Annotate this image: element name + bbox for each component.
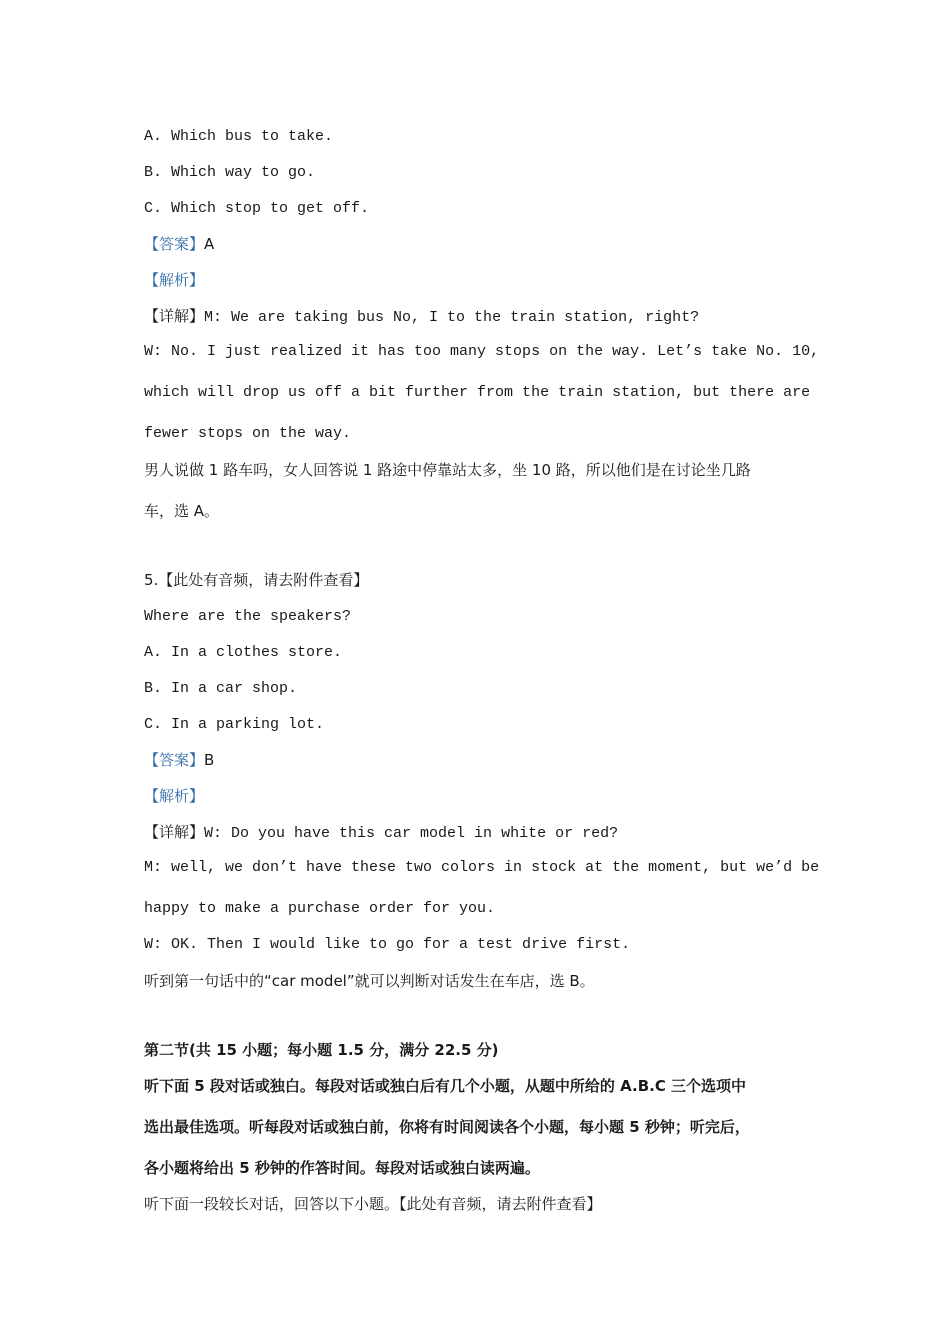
q5-option-b: B. In a car shop. [144, 680, 298, 697]
q5-transcript-line-3: W: OK. Then I would like to go for a test drive first. [144, 936, 631, 953]
transcript-text: M: We are taking bus No, I to the train station, right? [204, 309, 700, 326]
q5-transcript-line-1 [144, 822, 618, 844]
q5-answer-line [144, 750, 214, 770]
detail-tag: 【详解】 [144, 307, 205, 325]
section2-title: 第二节(共 15 小题；每小题 1.5 分，满分 22.5 分) [144, 1041, 499, 1059]
q5-option-c: C. In a parking lot. [144, 716, 325, 733]
q5-analysis-tag: 【解析】 [144, 787, 205, 805]
answer-tag: 【答案】 [144, 235, 205, 253]
q4-option-a: A. Which bus to take. [144, 128, 334, 145]
detail-tag: 【详解】 [144, 823, 205, 841]
q4-answer-line [144, 234, 214, 254]
answer-tag: 【答案】 [144, 751, 205, 769]
section2-prompt: 听下面一段较长对话，回答以下小题。【此处有音频，请去附件查看】 [144, 1195, 602, 1213]
q4-transcript-line-1 [144, 306, 699, 328]
q5-question: Where are the speakers? [144, 608, 352, 625]
section2-instruction-1: 听下面 5 段对话或独白。每段对话或独白后有几个小题，从题中所给的 A.B.C 三个选项中 [144, 1077, 747, 1095]
section2-instruction-2: 选出最佳选项。听每段对话或独白前，你将有时间阅读各个小题，每小题 5 秒钟；听完后， [144, 1118, 750, 1136]
section2-instruction-3: 各小题将给出 5 秒钟的作答时间。每段对话或独白读两遍。 [144, 1159, 540, 1177]
answer-value: B [204, 751, 215, 769]
q5-header: 5.【此处有音频，请去附件查看】 [144, 571, 369, 589]
q4-transcript-line-2b: which will drop us off a bit further from the train station, but there are [144, 384, 811, 401]
q4-option-b: B. Which way to go. [144, 164, 316, 181]
q5-transcript-line-2b: happy to make a purchase order for you. [144, 900, 496, 917]
q5-transcript-line-2a: M: well, we don’t have these two colors in stock at the moment, but we’d be [144, 859, 820, 876]
q4-explain-line-1: 男人说做 1 路车吗，女人回答说 1 路途中停靠站太多，坐 10 路，所以他们是在讨论坐几路 [144, 461, 751, 479]
q4-analysis-tag: 【解析】 [144, 271, 205, 289]
answer-value: A [204, 235, 215, 253]
q5-option-a: A. In a clothes store. [144, 644, 343, 661]
q4-explain-line-2: 车，选 A。 [144, 502, 220, 520]
q4-transcript-line-2c: fewer stops on the way. [144, 425, 352, 442]
q4-option-c: C. Which stop to get off. [144, 200, 370, 217]
q4-transcript-line-2a: W: No. I just realized it has too many stops on the way. Let’s take No. 10, [144, 343, 820, 360]
q5-explain: 听到第一句话中的“car model”就可以判断对话发生在车店，选 B。 [144, 972, 595, 990]
transcript-text: W: Do you have this car model in white or red? [204, 825, 619, 842]
